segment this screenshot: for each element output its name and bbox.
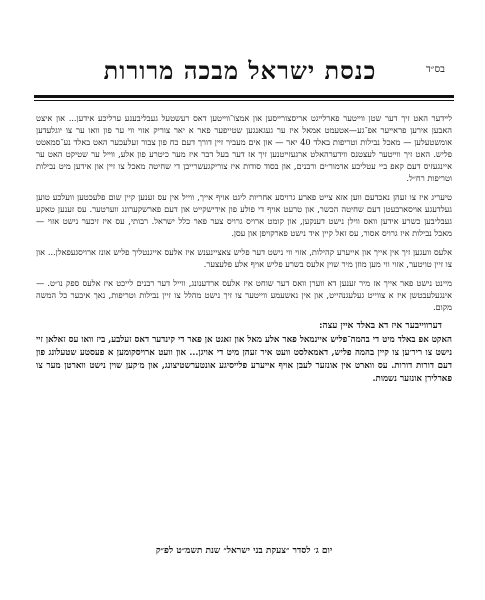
document-body xyxy=(36,112,452,393)
title-rule-thin xyxy=(34,100,454,101)
paragraph-2: טיעריג איז צו זעהן נאכדעם ווען אזא צייט פארע גרויסע אחריות ליגט אויף אייך, ווייל אין עס זענען קיין שום פלעכטען וועלכע טוען געלדעגע אויסארבעטן דעם שחיטה הכשר, און טרעט אויף די פולע פון אידישקייט און דעם פארשקערונג ווערטער. עס זענען טאקע געבליבען כשרע אידען וואס ווילן נישט דענקען, און קומט ארויס גרויס צער פאר כלל ישראל. רבותי, עס איז זיכער נישט אזוי — מאכל נבילות איז גרויס אסור, עס זאל קיין איד נישט פארקויפן און עסן. xyxy=(36,192,452,238)
paragraph-4: מיינט נישט פאר אייך אז מיר זענען דא ווערן וואס דער שוחט איז אלעס ארדענונג, ווייל דער רבנים לייכט איז אלעס ספק נו״ט. — אינגעלעבטשן איז א צווייט געלעגנהייט, און אין נאשעמע ווייטער צו זיך נישט מהלל צו זיין נבילות וטריפות, נאך איבער כל המשה מקום. xyxy=(36,278,452,312)
paragraph-1: לײדער האט זיך דער שטן װײטער פארלײגט אריסצורײסען און אמצו־װײטען דאס רעשטעל געבליבענע ערליכע אידען... און איצט האבען אירען פראײער אפ־גע—אטעמט אמאל איז ער געגאנגען שטייפער פאר א יאר צוריק אזוי ווי ער פון וואו ער צו יוגלעדען אומשטעלען — מאכל נבילות וטריפות באלד 40 יאר — און אים מעביר זײן דורך דעם כח פון צבור זעלעכער האט באלד נע־סמאטט פליש. האט זיך װײטער לעצטנס װידערהאלט ארגעזײטנען זיך אז דער בעל דבר איז מער כיטרע פון אלע, װײל ער שטיקט האט ער איינגעזיס דעם קאפ ביי עטליכע אדמור׳ים ורבנים, און בסוד סודות איז צוריקגעשרייבן די שחיטה מאכל צו זײן און אידען מיט נבילות וטריפות רח״ל. xyxy=(36,113,452,183)
title-rule-thick xyxy=(34,95,454,98)
paragraph-3: אלעס וועגען זיך אין אייך און אייערע קהילות, אזוי ווי נישט דער פליש צאציינענש איז אלעס אייגנטליך פליש אונז ארויסגעפאלן... און צו זיין טויטער, אזוי ווי מען מוזן מיר שוין אלעס בשרע פליש אויף אלע פלעצער. xyxy=(36,247,452,269)
section-heading: דערװײבער איז דא באלד איין עצה: xyxy=(319,321,442,331)
page-title: כנסת ישראל מבכה מרורות xyxy=(103,56,377,85)
bold-paragraph: האקט אפ באלד מיט די בהמה־פליש איינמאל פאר אלע מאל און זאגט אן פאר די קינדער דאס זעלבע, ביז וואו עס זאלאן זיי נישט צו ריר׳ען צו קיין בהמה פליש, דאמאלסט וועט איר זעהן מיט די אויגן... און וועט ארויסקומען א פעסטע שטעלונג פון דעם דורות דורות. עס ווארט אין אונזער לעבן אויף אייערע פלייסיגע אונטערשטיצונג, און מ׳קען שוין נישט ווארטן מער צו פארלירן אונזער נשמות. xyxy=(36,335,452,384)
bsd-mark: בס״ד xyxy=(425,64,445,75)
date-signature: יום ג׳ לסדר ״צעקת בני ישראל״ שנת תשמ״ט לפ״ק xyxy=(155,546,333,556)
